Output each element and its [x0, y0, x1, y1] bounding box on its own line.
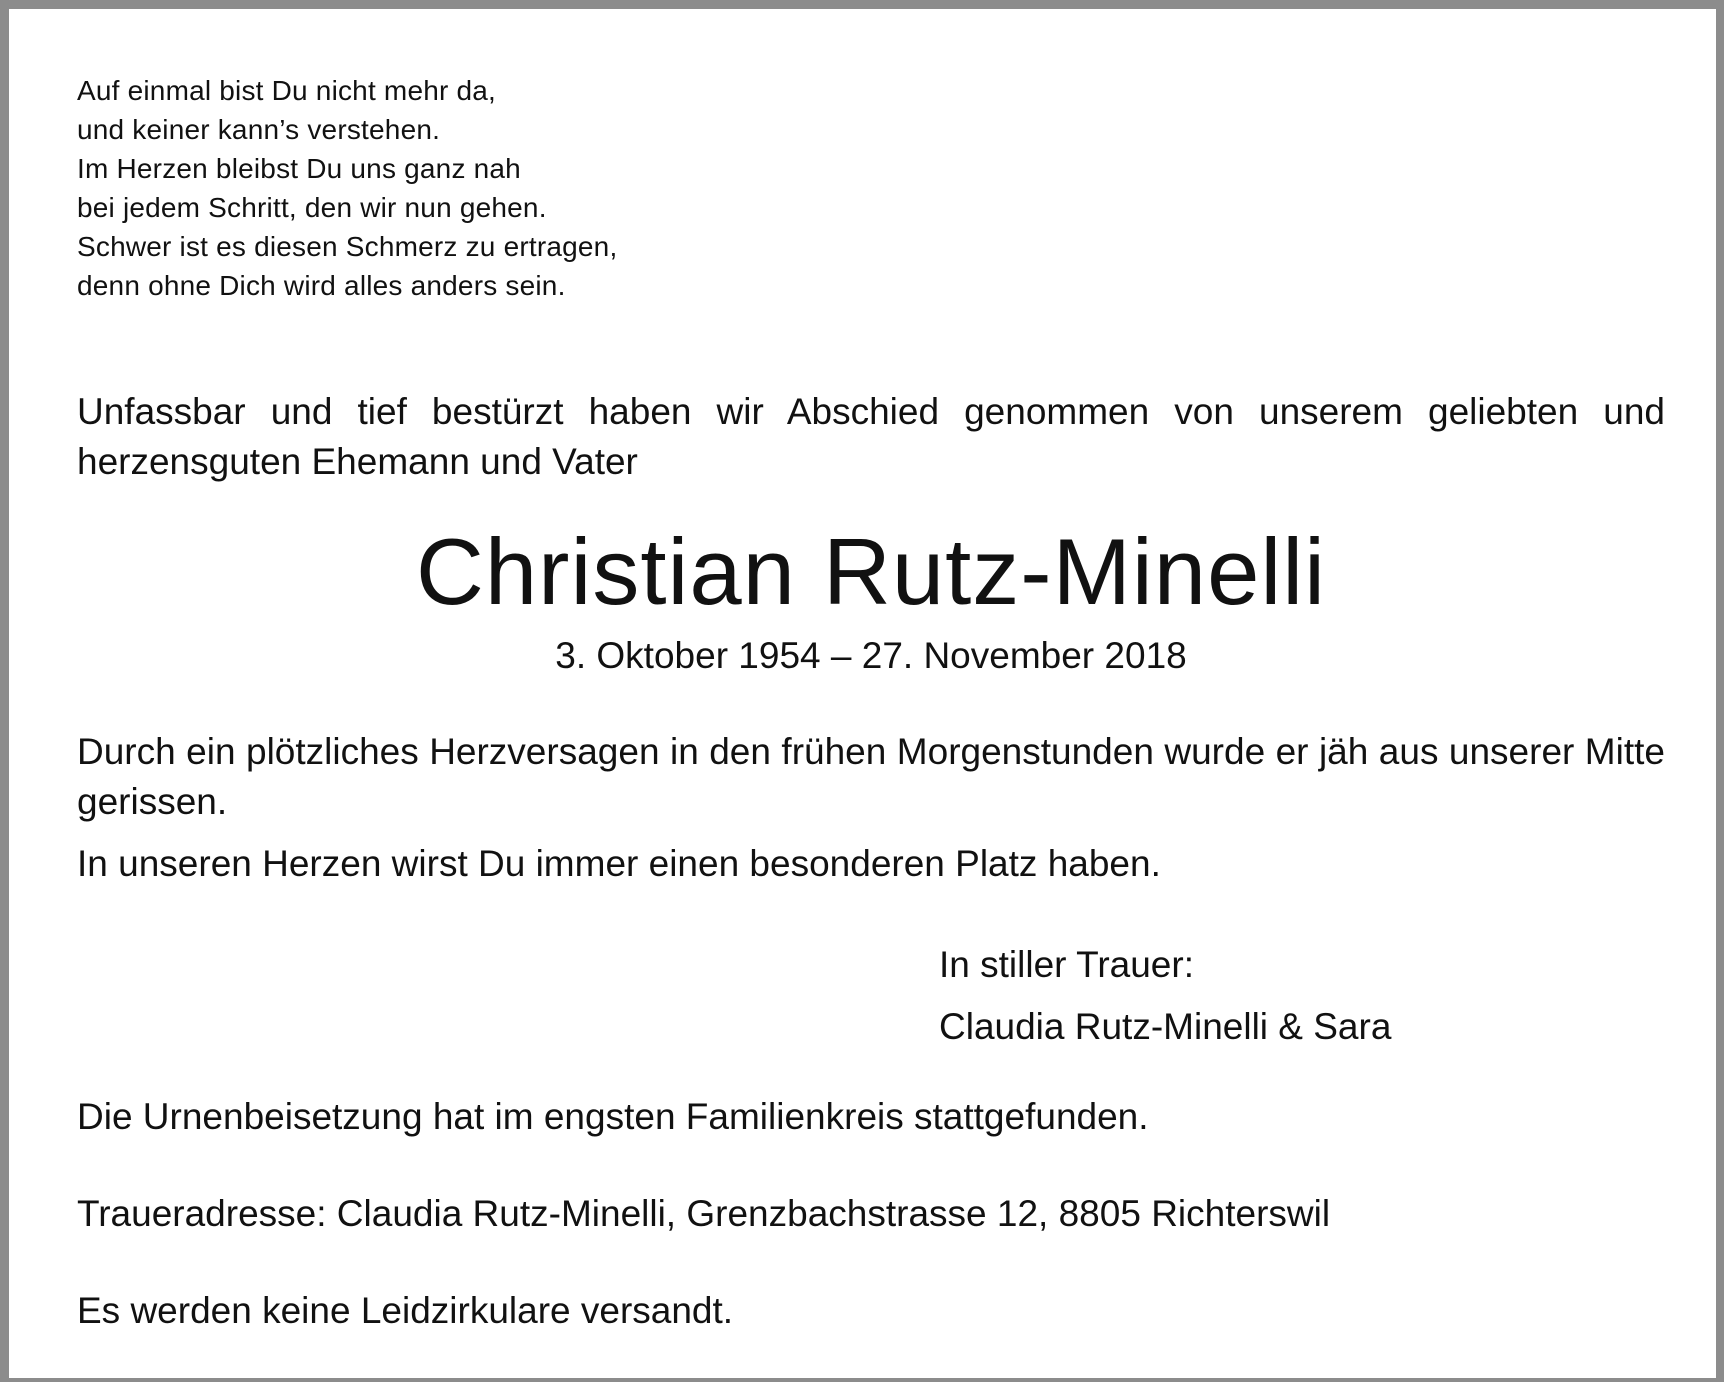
poem-line: denn ohne Dich wird alles anders sein.: [77, 270, 566, 301]
circulars-note: Es werden keine Leidzirkulare versandt.: [77, 1290, 734, 1331]
poem-line: bei jedem Schritt, den wir nun gehen.: [77, 192, 547, 223]
poem-line: Schwer ist es diesen Schmerz zu ertragen,: [77, 231, 618, 262]
mourners-heading: In stiller Trauer:: [939, 944, 1194, 985]
cause-text: Durch ein plötzliches Herzversagen in den frühen Morgenstunden wurde er jäh aus unserer Mitte gerissen.: [77, 731, 1665, 822]
poem: [77, 71, 617, 305]
life-dates: 3. Oktober 1954 – 27. November 2018: [555, 635, 1187, 676]
intro-text: Unfassbar und tief bestürzt haben wir Abschied genommen von unserem geliebten und herzensguten Ehemann und Vater: [77, 391, 1665, 482]
mourners-signature: [939, 934, 1391, 1058]
remembrance-text: In unseren Herzen wirst Du immer einen besonderen Platz haben.: [77, 843, 1161, 884]
poem-line: und keiner kann’s verstehen.: [77, 114, 441, 145]
poem-line: Auf einmal bist Du nicht mehr da,: [77, 75, 497, 106]
burial-note: Die Urnenbeisetzung hat im engsten Familienkreis stattgefunden.: [77, 1096, 1149, 1137]
poem-line: Im Herzen bleibst Du uns ganz nah: [77, 153, 521, 184]
mourning-address: Traueradresse: Claudia Rutz-Minelli, Grenzbachstrasse 12, 8805 Richterswil: [77, 1193, 1331, 1234]
mourners-names: Claudia Rutz-Minelli & Sara: [939, 1006, 1392, 1047]
deceased-name: Christian Rutz-Minelli: [416, 519, 1326, 624]
